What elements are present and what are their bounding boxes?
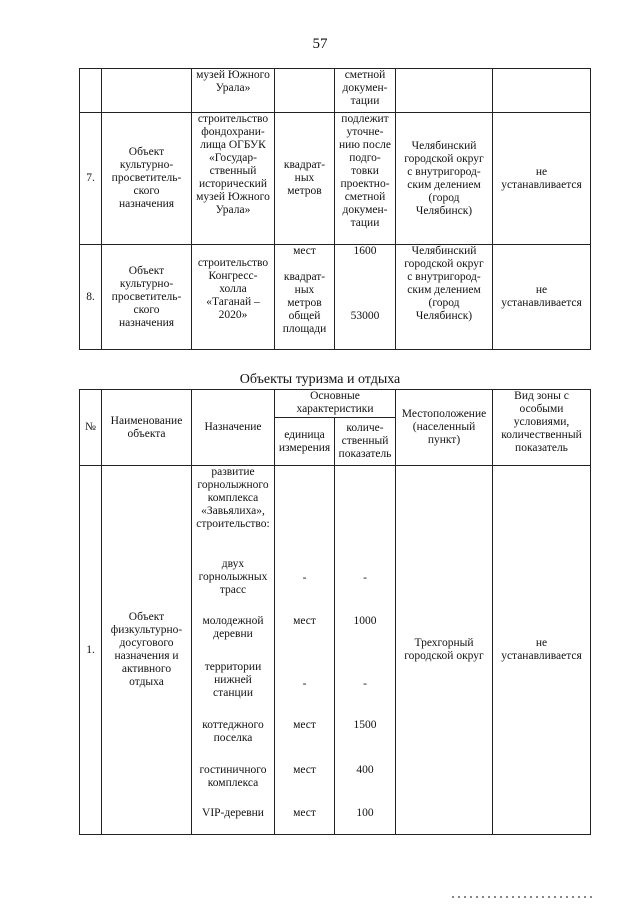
text-line: поселка xyxy=(213,732,253,744)
text-line: станции xyxy=(213,687,253,699)
text-line: общей xyxy=(288,310,321,322)
text-line: городской округ xyxy=(404,258,484,270)
text-line: ским делением xyxy=(407,178,481,191)
text-line: музей Южного xyxy=(196,69,270,81)
section-title: Объекты туризма и отдыха xyxy=(239,372,401,387)
text-line: музей Южного xyxy=(196,191,270,203)
quantity-value: 100 xyxy=(356,807,374,819)
text-line: «Таганай – xyxy=(206,296,260,308)
purpose-item xyxy=(194,719,272,745)
unit-value: мест xyxy=(293,764,316,776)
text-line: (город xyxy=(428,297,460,309)
text-line: Объект xyxy=(128,264,165,277)
quantity-value: 1000 xyxy=(353,615,377,627)
text-line: досугового xyxy=(119,637,174,649)
text-line: холла xyxy=(219,283,247,295)
text-line: ственный xyxy=(341,435,389,447)
text-line: развитие xyxy=(211,466,255,478)
text-line: с внутригород- xyxy=(407,165,481,178)
text-line: Вид зоны с xyxy=(514,390,569,402)
text-line: измерения xyxy=(278,441,331,454)
row-number: 8. xyxy=(80,245,102,350)
zone-type xyxy=(493,113,591,245)
text-line: показатель xyxy=(515,442,568,454)
text-line: показатель xyxy=(338,448,392,460)
quantity-value: 400 xyxy=(356,764,374,776)
text-line: характеристики xyxy=(296,403,374,415)
text-line: просветитель- xyxy=(111,172,182,184)
unit-of-measure xyxy=(275,466,335,835)
unit-value: мест xyxy=(293,807,316,819)
purpose-item xyxy=(194,615,272,641)
name-cell xyxy=(102,69,192,113)
text-line: (город xyxy=(428,191,460,204)
text-line: исторический xyxy=(199,178,267,190)
text-line: комплекса xyxy=(207,492,259,504)
text-line: назначения и xyxy=(114,650,179,662)
text-line: пункт) xyxy=(427,434,461,446)
text-line: отдыха xyxy=(129,676,164,688)
text-line: не xyxy=(535,165,548,178)
quantity xyxy=(335,113,396,245)
text-line: строительство xyxy=(197,257,269,269)
header-value xyxy=(335,418,396,466)
value-1: 1600 xyxy=(353,245,377,257)
text-line: сметной xyxy=(344,191,386,203)
location xyxy=(396,245,493,350)
objects-table-continued xyxy=(79,68,591,350)
text-line: Объект xyxy=(128,611,165,623)
text-line: (населенный xyxy=(412,421,476,433)
header-name xyxy=(102,390,192,466)
text-line: нижней xyxy=(214,674,252,686)
row-number: 7. xyxy=(80,113,102,245)
location xyxy=(396,113,493,245)
text-line: физкультурно- xyxy=(110,624,183,636)
text-line: сметной xyxy=(344,69,386,81)
text-line: товки xyxy=(351,165,379,177)
table-row-1 xyxy=(80,466,591,835)
page-number: 57 xyxy=(312,36,328,52)
purpose-item xyxy=(194,661,272,700)
unit-value: - xyxy=(302,678,307,690)
object-name xyxy=(102,113,192,245)
text-line: проектно- xyxy=(340,178,390,190)
purpose-item xyxy=(194,764,272,790)
text-line: городской округ xyxy=(404,650,484,662)
location xyxy=(396,466,493,835)
text-line: Челябинский xyxy=(411,245,477,257)
text-line: городской округ xyxy=(404,152,484,165)
text-line: объекта xyxy=(127,427,166,440)
text-line: Челябинск) xyxy=(415,310,473,322)
text-line: квадрат- xyxy=(283,159,326,171)
text-line: Челябинский xyxy=(411,139,477,152)
unit-of-measure xyxy=(275,113,335,245)
text-line: назначения xyxy=(118,198,175,210)
unit-value: мест xyxy=(293,615,316,627)
purpose-intro xyxy=(194,466,272,531)
table-row-7 xyxy=(80,113,591,245)
text-line: Конгресс- xyxy=(208,270,258,282)
text-line: устанавливается xyxy=(501,650,582,662)
text-line: докумен- xyxy=(342,82,388,94)
quantity xyxy=(335,466,396,835)
purpose-item xyxy=(194,807,272,820)
text-line: деревни xyxy=(213,628,253,640)
text-line: горнолыжного xyxy=(197,479,269,491)
text-line: Урала» xyxy=(215,82,251,94)
continuation-row xyxy=(80,69,591,113)
text-line: тации xyxy=(350,217,380,229)
value-cell xyxy=(335,69,396,113)
purpose-cell xyxy=(192,69,275,113)
object-name xyxy=(102,466,192,835)
text-line: «Завьялиха», xyxy=(201,505,265,517)
text-line: единица xyxy=(284,428,325,441)
text-line: Урала» xyxy=(215,204,251,216)
quantity-value: - xyxy=(363,572,367,584)
object-name xyxy=(102,245,192,350)
text-line: строительство xyxy=(197,113,269,125)
text-line: ского xyxy=(133,303,160,316)
text-line: метров xyxy=(287,297,322,309)
unit-value: - xyxy=(302,572,307,584)
text-line: культурно- xyxy=(119,159,174,171)
text-line: ных xyxy=(294,172,315,184)
text-line: условиями, xyxy=(513,416,570,428)
text-line: VIP-деревни xyxy=(202,807,264,819)
text-line: площади xyxy=(282,323,327,335)
header-unit xyxy=(275,418,335,466)
zone-type xyxy=(493,466,591,835)
text-line: Объект xyxy=(128,146,165,158)
text-line: комплекса xyxy=(207,777,259,789)
text-line: Основные xyxy=(310,390,360,402)
unit-value: мест xyxy=(293,719,316,731)
text-line: 2020» xyxy=(218,309,248,321)
text-line: устанавливается xyxy=(501,178,582,191)
value-2: 53000 xyxy=(350,310,380,322)
text-line: лища ОГБУК xyxy=(200,139,266,151)
text-line: «Государ- xyxy=(209,152,257,164)
header-row xyxy=(80,390,591,418)
text-line: Челябинск) xyxy=(415,204,473,217)
location-cell xyxy=(396,69,493,113)
text-line: фондохрани- xyxy=(201,126,265,138)
scan-artifact-dots xyxy=(452,896,592,898)
header-characteristics xyxy=(275,390,396,418)
text-line: количе- xyxy=(346,422,384,434)
tourism-objects-table xyxy=(79,389,591,835)
text-line: нию после xyxy=(339,139,391,151)
object-purpose xyxy=(192,113,275,245)
quantity-value: 1500 xyxy=(353,719,377,731)
text-line: докумен- xyxy=(342,204,388,216)
text-line: квадрат- xyxy=(283,271,326,283)
header-zone xyxy=(493,390,591,466)
zone-cell xyxy=(493,69,591,113)
text-line: ных xyxy=(294,284,315,296)
text-line: строительство: xyxy=(196,518,270,530)
text-line: ственный xyxy=(209,165,257,177)
text-line: горнолыжных xyxy=(198,571,268,583)
text-line: не xyxy=(535,284,548,296)
text-line: культурно- xyxy=(119,277,174,290)
purpose-item xyxy=(194,558,272,597)
text-line: Местоположение xyxy=(401,408,487,420)
text-line: с внутригород- xyxy=(407,271,481,283)
row-number: 1. xyxy=(80,466,102,835)
text-line: трасс xyxy=(219,584,247,596)
text-line: тации xyxy=(350,95,380,107)
text-line: подго- xyxy=(349,152,381,164)
text-line: особыми xyxy=(519,403,564,415)
text-line: активного xyxy=(121,663,172,675)
text-line: Трехгорный xyxy=(414,637,474,649)
text-line: двух xyxy=(221,558,245,570)
text-line: не xyxy=(535,637,548,649)
text-line: устанавливается xyxy=(501,297,582,309)
table-row-8 xyxy=(80,245,591,350)
header-num: № xyxy=(80,390,102,466)
text-line: ского xyxy=(133,185,160,197)
quantity-value: - xyxy=(363,678,367,690)
header-purpose: Назначение xyxy=(192,390,275,466)
text-line: ским делением xyxy=(407,284,481,296)
text-line: Наименование xyxy=(110,414,183,427)
text-line: уточне- xyxy=(346,126,384,138)
header-location xyxy=(396,390,493,466)
unit-2 xyxy=(277,271,332,336)
unit-cell xyxy=(275,69,335,113)
text-line: количественный xyxy=(501,429,582,441)
object-purpose xyxy=(192,245,275,350)
text-line: коттеджного xyxy=(202,719,264,731)
text-line: просветитель- xyxy=(111,290,182,303)
unit-of-measure xyxy=(275,245,335,350)
text-line: гостиничного xyxy=(199,764,267,776)
num-cell xyxy=(80,69,102,113)
text-line: назначения xyxy=(118,316,175,329)
zone-type xyxy=(493,245,591,350)
text-line: молодежной xyxy=(202,615,264,627)
text-line: метров xyxy=(287,185,322,197)
object-purpose xyxy=(192,466,275,835)
quantity xyxy=(335,245,396,350)
unit-1: мест xyxy=(293,245,316,257)
text-line: территории xyxy=(204,661,262,673)
text-line: подлежит xyxy=(341,113,389,125)
